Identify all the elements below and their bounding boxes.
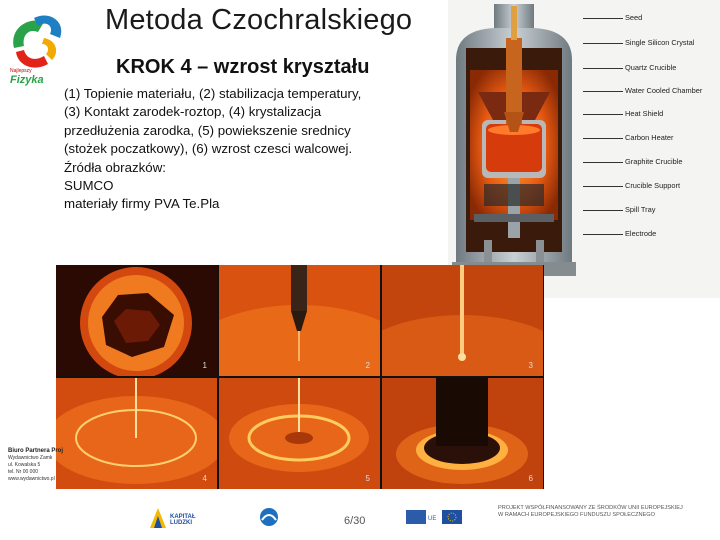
diagram-label-heat-shield: Heat Shield xyxy=(625,109,664,118)
photo-number: 1 xyxy=(202,361,207,370)
diagram-label-quartz-crucible: Quartz Crucible xyxy=(625,63,677,72)
partner-title: Biuro Partnera Proj xyxy=(8,448,64,454)
diagram-label-electrode: Electrode xyxy=(625,229,657,238)
photo-number: 5 xyxy=(365,474,370,483)
svg-text:UE: UE xyxy=(428,516,437,522)
photo-number: 3 xyxy=(528,361,533,370)
label-leader xyxy=(583,114,623,115)
photo-step-4 xyxy=(56,378,217,489)
growth-steps-photo-grid xyxy=(56,265,544,489)
description-line: przedłużenia zarodka, (5) powiekszenie srednicy xyxy=(64,122,351,138)
label-leader xyxy=(583,68,623,69)
page-number: 6/30 xyxy=(344,515,366,527)
label-leader xyxy=(583,162,623,163)
description-line: (3) Kontakt zarodek-roztop, (4) krystalizacja xyxy=(64,104,322,120)
partner-line: tel. Nr 00 000 xyxy=(8,469,39,475)
label-leader xyxy=(583,91,623,92)
efizyka-logo xyxy=(4,8,68,98)
diagram-label-heater: Carbon Heater xyxy=(625,133,674,142)
description-line: (stożek poczatkowy), (6) wzrost czesci walcowej. xyxy=(64,141,353,157)
diagram-label-crucible-support: Crucible Support xyxy=(625,181,681,190)
photo-step-2 xyxy=(219,265,380,376)
partner-line: Wydawnictwo Zamk xyxy=(8,455,53,461)
logo-caption: Najlepszy xyxy=(10,68,32,74)
label-leader xyxy=(583,18,623,19)
label-leader xyxy=(583,234,623,235)
eu-flag-logo xyxy=(406,506,462,532)
photo-number: 6 xyxy=(528,474,533,483)
label-leader xyxy=(583,138,623,139)
photo-step-6 xyxy=(382,378,543,489)
label-leader xyxy=(583,186,623,187)
description-line: materiały firmy PVA Te.Pla xyxy=(64,196,220,212)
photo-step-3 xyxy=(382,265,543,376)
diagram-label-seed: Seed xyxy=(625,13,643,22)
label-leader xyxy=(583,210,623,211)
diagram-label-chamber: Water Cooled Chamber xyxy=(625,86,703,95)
photo-number: 2 xyxy=(365,361,370,370)
description-line: SUMCO xyxy=(64,178,114,194)
kapital-ludzki-logo xyxy=(148,506,218,532)
partner-line: www.wydawnictwo.pl xyxy=(8,476,55,482)
description-block xyxy=(64,85,434,214)
partner-logo xyxy=(258,506,298,532)
diagram-label-crystal: Single Silicon Crystal xyxy=(625,38,695,47)
furnace-diagram xyxy=(448,0,720,298)
step-subtitle: KROK 4 – wzrost kryształu xyxy=(116,56,370,78)
photo-step-1 xyxy=(56,265,217,376)
photo-step-5 xyxy=(219,378,380,489)
logo-text: Fizyka xyxy=(10,74,44,86)
label-leader xyxy=(583,43,623,44)
eu-text-line: PROJEKT WSPÓŁFINANSOWANY ZE ŚRODKÓW UNII EUROPEJSKIEJ xyxy=(498,505,683,511)
description-line: Źródła obrazków: xyxy=(64,159,166,175)
diagram-label-spill-tray: Spill Tray xyxy=(625,205,656,214)
partner-info xyxy=(8,448,68,483)
description-line: (1) Topienie materiału, (2) stabilizacja temperatury, xyxy=(64,86,362,101)
diagram-label-graphite-crucible: Graphite Crucible xyxy=(625,157,683,166)
eu-cofinance-text xyxy=(498,505,708,519)
eu-text-line: W RAMACH EUROPEJSKIEGO FUNDUSZU SPOŁECZNEGO xyxy=(498,512,655,519)
page-title: Metoda Czochralskiego xyxy=(105,4,413,36)
partner-line: ul. Kowalska 5 xyxy=(8,462,41,468)
photo-number: 4 xyxy=(202,474,207,483)
kapital-ludzki-text: KAPITAŁ LUDZKI xyxy=(170,514,196,526)
